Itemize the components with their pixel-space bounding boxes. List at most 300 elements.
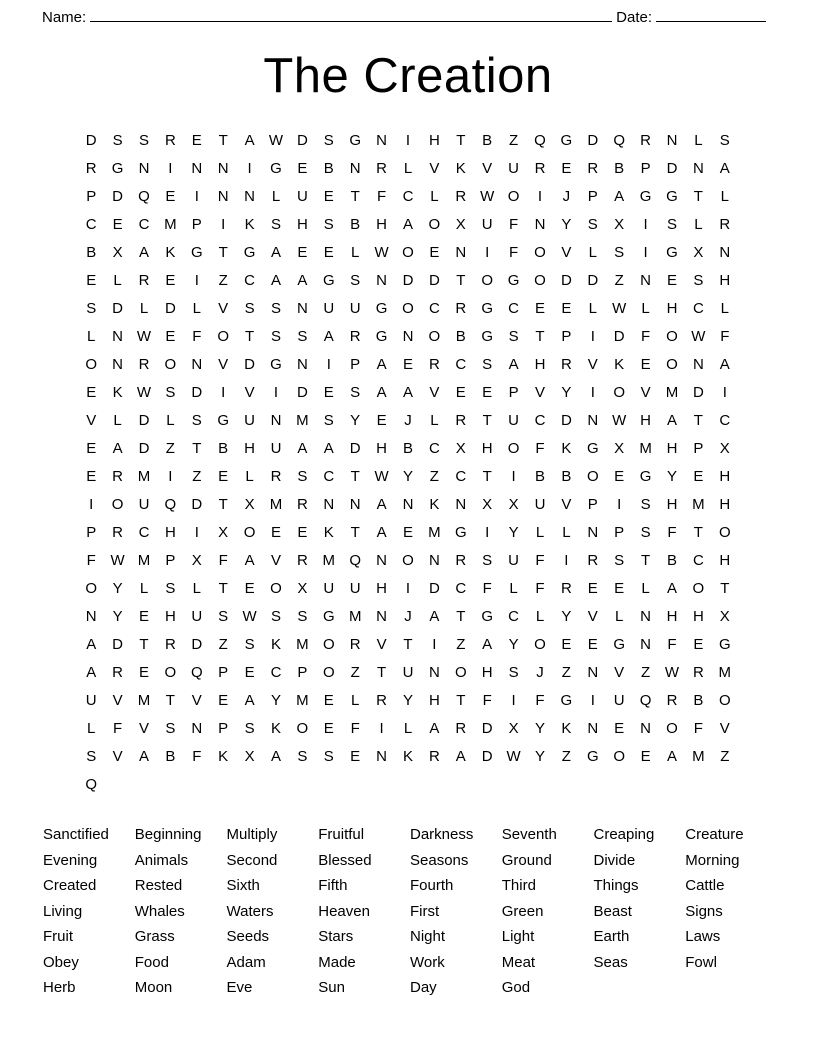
word-list-item[interactable]: Fourth (410, 877, 454, 894)
grid-letter: Z (218, 272, 228, 289)
grid-letter: W (374, 468, 389, 485)
grid-letter: L (509, 580, 518, 597)
grid-letter: A (429, 720, 440, 737)
grid-letter: E (693, 468, 704, 485)
word-list-item[interactable]: Divide (593, 851, 636, 869)
grid-letter: U (323, 300, 335, 317)
grid-letter: S (191, 412, 202, 429)
grid-letter: A (86, 636, 97, 653)
word-list-item[interactable]: Darkness (410, 826, 474, 843)
word-list-item[interactable]: Fowl (685, 953, 717, 971)
grid-letter: N (428, 664, 440, 681)
grid-letter: P (86, 188, 97, 205)
grid-letter: N (376, 552, 388, 569)
grid-letter: Y (112, 580, 123, 597)
word-list-empty (685, 975, 773, 1001)
grid-letter: K (270, 720, 281, 737)
word-list-item[interactable]: Animals (134, 851, 189, 869)
word-list-item[interactable]: Made (318, 953, 356, 971)
grid-letter: S (640, 524, 651, 541)
word-list-item[interactable]: Adam (226, 953, 266, 971)
word-list-item[interactable]: Cattle (685, 877, 725, 894)
grid-letter: G (560, 692, 573, 709)
grid-letter: O (428, 216, 441, 233)
word-list-item[interactable]: Food (134, 953, 169, 971)
word-list-item[interactable]: Fruitful (318, 826, 365, 843)
grid-letter: A (402, 384, 413, 401)
grid-letter: P (640, 160, 651, 177)
grid-letter: I (537, 188, 543, 205)
grid-letter: Z (192, 468, 202, 485)
grid-letter: D (138, 412, 150, 429)
grid-letter: G (639, 468, 652, 485)
word-list-item[interactable]: Living (43, 902, 83, 920)
grid-letter: Q (349, 552, 362, 569)
word-list-item[interactable]: Sixth (226, 877, 260, 894)
grid-letter: S (244, 300, 255, 317)
grid-letter: R (296, 552, 308, 569)
grid-letter: S (270, 216, 281, 233)
grid-letter: D (666, 160, 678, 177)
header-fields (40, 8, 776, 26)
grid-letter: K (455, 160, 466, 177)
grid-letter: O (322, 664, 335, 681)
grid-letter: T (720, 580, 730, 597)
grid-letter: E (561, 300, 572, 317)
grid-letter: E (350, 748, 361, 765)
grid-letter: G (454, 524, 467, 541)
word-list-item[interactable]: Waters (226, 902, 274, 920)
word-list-item[interactable]: Signs (685, 902, 723, 920)
grid-letter: O (666, 328, 678, 345)
grid-letter: A (323, 440, 334, 457)
word-list-item[interactable]: Third (501, 877, 536, 894)
grid-letter: E (112, 216, 123, 233)
grid-letter: I (432, 636, 437, 653)
grid-letter: C (244, 272, 256, 289)
word-list-item[interactable]: Moon (134, 979, 173, 996)
name-write-line[interactable] (90, 8, 612, 22)
grid-letter: N (376, 608, 388, 625)
grid-letter: C (719, 412, 731, 429)
grid-letter: I (379, 720, 384, 737)
grid-letter: U (191, 608, 203, 625)
grid-letter: C (508, 608, 520, 625)
grid-letter: E (587, 636, 598, 653)
grid-letter: X (508, 496, 519, 513)
word-list-item[interactable]: Sun (318, 979, 345, 996)
grid-letter: L (430, 412, 439, 429)
grid-letter: I (590, 328, 595, 345)
grid-letter: N (376, 132, 388, 149)
grid-letter: E (86, 272, 97, 289)
word-list-item[interactable]: Work (410, 953, 445, 971)
grid-letter: U (481, 216, 493, 233)
word-list-item[interactable]: Morning (685, 851, 740, 869)
grid-letter: X (112, 244, 123, 261)
grid-letter: U (349, 580, 361, 597)
grid-letter: E (323, 244, 334, 261)
grid-letter: L (641, 300, 650, 317)
grid-letter: D (191, 496, 203, 513)
grid-letter: Y (508, 636, 519, 653)
word-list-item[interactable]: God (501, 979, 531, 996)
grid-letter: L (351, 692, 360, 709)
word-list-item[interactable]: Creature (685, 826, 744, 843)
grid-letter: D (112, 188, 124, 205)
word-list-item[interactable]: Sanctified (43, 826, 109, 843)
grid-letter: V (138, 720, 149, 737)
grid-letter: X (244, 748, 255, 765)
word-list-item[interactable]: Eve (226, 979, 253, 996)
grid-letter: K (614, 356, 625, 373)
grid-letter: A (270, 244, 281, 261)
grid-letter: S (297, 468, 308, 485)
grid-letter: O (428, 328, 441, 345)
grid-letter: H (481, 440, 493, 457)
grid-letter: C (508, 300, 520, 317)
grid-letter: N (296, 300, 308, 317)
grid-letter: O (692, 580, 705, 597)
grid-letter: R (112, 664, 124, 681)
grid-letter: Q (85, 776, 98, 793)
grid-letter: H (719, 468, 731, 485)
word-list-item[interactable]: Created (43, 877, 97, 894)
grid-letter: S (587, 216, 598, 233)
grid-letter: T (482, 468, 492, 485)
grid-letter: V (429, 384, 440, 401)
grid-letter: L (403, 720, 413, 737)
grid-letter: C (692, 552, 704, 569)
grid-letter: Z (218, 636, 228, 653)
grid-letter: M (322, 552, 336, 569)
grid-letter: E (165, 328, 176, 345)
grid-letter: O (507, 440, 520, 457)
word-list-item[interactable]: Heaven (318, 902, 370, 920)
word-list-item[interactable]: Green (501, 902, 544, 920)
page-title: The Creation (263, 49, 553, 103)
grid-letter: M (137, 552, 151, 569)
grid-letter: H (296, 216, 308, 233)
grid-letter: S (138, 132, 149, 149)
word-list-item[interactable]: Seasons (410, 851, 469, 869)
grid-letter: B (86, 244, 97, 261)
word-list-item[interactable]: Evening (43, 851, 98, 869)
grid-letter: E (86, 440, 97, 457)
grid-letter: R (587, 552, 599, 569)
grid-letter: W (506, 748, 521, 765)
grid-letter: A (455, 748, 466, 765)
grid-letter: A (666, 580, 677, 597)
grid-letter: I (221, 216, 226, 233)
grid-letter: X (614, 216, 625, 233)
date-label: Date: (616, 9, 652, 26)
grid-letter: K (323, 524, 334, 541)
grid-letter: I (89, 496, 94, 513)
grid-letter: W (136, 384, 152, 401)
grid-letter: B (455, 328, 466, 345)
grid-letter: A (244, 552, 255, 569)
word-list-item[interactable]: Seeds (226, 928, 270, 945)
name-label: Name: (42, 9, 87, 26)
grid-letter: T (218, 496, 228, 513)
grid-letter: N (376, 272, 388, 289)
grid-letter: L (615, 608, 624, 625)
grid-letter: Q (613, 132, 626, 149)
grid-letter: R (138, 272, 150, 289)
grid-letter: E (323, 384, 334, 401)
grid-letter: G (375, 300, 388, 317)
grid-letter: U (349, 300, 361, 317)
grid-letter: G (217, 412, 230, 429)
grid-letter: E (138, 608, 149, 625)
grid-letter: Z (561, 748, 571, 765)
grid-letter: D (428, 272, 440, 289)
grid-letter: R (560, 580, 572, 597)
grid-letter: X (244, 496, 255, 513)
grid-letter: V (561, 244, 572, 261)
grid-letter: O (270, 580, 282, 597)
grid-letter: M (718, 664, 732, 681)
grid-letter: H (164, 608, 176, 625)
grid-letter: T (165, 692, 175, 709)
grid-letter: F (482, 692, 492, 709)
grid-letter: W (664, 664, 680, 681)
grid-letter: X (482, 496, 493, 513)
grid-letter: F (509, 244, 519, 261)
grid-letter: R (455, 412, 467, 429)
word-list-item[interactable]: Herb (43, 979, 76, 996)
grid-letter: A (86, 664, 97, 681)
grid-letter: O (534, 244, 546, 261)
word-list-item[interactable]: Whales (134, 902, 185, 920)
word-list-item[interactable]: Beginning (134, 826, 202, 843)
grid-letter: O (454, 664, 467, 681)
grid-letter: E (640, 748, 651, 765)
grid-letter: E (323, 692, 334, 709)
grid-letter: S (323, 748, 334, 765)
grid-letter: I (590, 384, 595, 401)
grid-letter: S (86, 748, 97, 765)
grid-letter: K (112, 384, 123, 401)
grid-letter: Q (164, 496, 177, 513)
grid-letter: B (614, 160, 625, 177)
grid-letter: X (508, 720, 519, 737)
grid-letter: N (719, 244, 731, 261)
grid-letter: I (511, 468, 516, 485)
date-write-line[interactable] (656, 8, 766, 22)
word-list-item[interactable]: Stars (318, 928, 354, 945)
grid-letter: D (402, 272, 414, 289)
word-list-item[interactable]: Things (593, 877, 639, 894)
word-list-item[interactable]: Fifth (318, 877, 348, 894)
word-search-grid (78, 132, 738, 794)
grid-letter: G (322, 608, 335, 625)
grid-letter: V (244, 384, 255, 401)
grid-letter: M (296, 692, 309, 709)
grid-letter: M (639, 440, 652, 457)
grid-letter: D (296, 132, 308, 149)
grid-letter: S (719, 132, 730, 149)
grid-letter: E (218, 692, 229, 709)
grid-letter: H (376, 580, 388, 597)
grid-letter: V (640, 384, 651, 401)
grid-letter: G (349, 132, 362, 149)
grid-letter: E (561, 160, 572, 177)
grid-letter: R (666, 692, 678, 709)
grid-letter: H (719, 272, 731, 289)
word-list (43, 822, 773, 1001)
grid-letter: O (402, 300, 414, 317)
grid-letter: U (323, 580, 335, 597)
grid-letter: I (168, 160, 173, 177)
grid-letter: O (164, 356, 177, 373)
grid-letter: E (297, 524, 308, 541)
word-list-item[interactable]: Day (410, 979, 437, 996)
grid-letter: Y (112, 608, 123, 625)
grid-letter: H (719, 552, 731, 569)
grid-letter: I (643, 216, 648, 233)
word-list-item[interactable]: Rested (134, 877, 183, 894)
grid-letter: N (428, 552, 440, 569)
grid-letter: G (111, 160, 124, 177)
word-list-item[interactable]: Grass (134, 928, 175, 945)
grid-letter: V (376, 636, 387, 653)
grid-letter: B (482, 132, 493, 149)
grid-letter: S (297, 608, 308, 625)
grid-letter: X (297, 580, 308, 597)
grid-letter: D (613, 328, 625, 345)
grid-letter: T (218, 132, 228, 149)
grid-letter: Q (190, 664, 203, 681)
grid-letter: C (138, 216, 150, 233)
grid-letter: G (481, 328, 494, 345)
grid-letter: T (456, 608, 466, 625)
grid-letter: D (587, 272, 599, 289)
grid-letter: C (455, 356, 467, 373)
word-list-item[interactable]: Obey (43, 953, 79, 971)
grid-letter: P (86, 524, 97, 541)
grid-letter: U (85, 692, 97, 709)
grid-letter: F (113, 720, 123, 737)
grid-letter: L (351, 244, 360, 261)
grid-letter: E (402, 356, 413, 373)
grid-letter: I (168, 468, 173, 485)
grid-letter: I (405, 580, 411, 597)
word-list-item[interactable]: Fruit (43, 928, 73, 945)
grid-letter: J (562, 188, 571, 205)
word-list-item[interactable]: Night (410, 928, 446, 945)
grid-letter: N (244, 188, 256, 205)
grid-letter: F (667, 636, 677, 653)
grid-letter: A (402, 216, 413, 233)
grid-letter: Z (165, 440, 175, 457)
grid-letter: B (218, 440, 229, 457)
grid-letter: S (693, 272, 704, 289)
grid-letter: M (296, 412, 309, 429)
word-list-item[interactable]: Light (501, 928, 535, 945)
word-list-item[interactable]: Seas (593, 953, 628, 971)
grid-letter: T (218, 580, 228, 597)
grid-letter: E (297, 160, 308, 177)
word-list-item[interactable]: Meat (501, 953, 536, 971)
grid-letter: N (587, 720, 599, 737)
grid-letter: D (85, 132, 97, 149)
word-list-item[interactable]: Ground (501, 851, 552, 869)
grid-letter: A (376, 524, 387, 541)
grid-letter: U (270, 440, 282, 457)
grid-letter: E (218, 468, 229, 485)
grid-letter: A (376, 496, 387, 513)
grid-letter: D (164, 300, 176, 317)
grid-letter: A (244, 132, 255, 149)
grid-letter: Y (561, 216, 572, 233)
grid-letter: K (402, 748, 413, 765)
grid-letter: S (323, 132, 334, 149)
word-list-item[interactable]: Multiply (226, 826, 278, 843)
grid-letter: N (112, 356, 124, 373)
grid-letter: Z (720, 748, 730, 765)
grid-letter: T (482, 412, 492, 429)
grid-letter: C (692, 300, 704, 317)
grid-letter: D (112, 636, 124, 653)
grid-letter: Z (614, 272, 624, 289)
grid-letter: F (192, 748, 202, 765)
grid-letter: F (693, 720, 703, 737)
grid-letter: V (270, 552, 281, 569)
grid-letter: I (273, 384, 279, 401)
word-list-item[interactable]: First (410, 902, 440, 920)
grid-letter: L (588, 244, 597, 261)
word-list-item[interactable]: Laws (685, 928, 721, 945)
grid-letter: T (693, 412, 703, 429)
grid-letter: O (718, 524, 731, 541)
grid-letter: N (217, 188, 229, 205)
grid-letter: C (402, 188, 414, 205)
grid-letter: O (507, 188, 520, 205)
grid-letter: O (534, 636, 546, 653)
grid-letter: L (562, 524, 571, 541)
grid-letter: G (666, 188, 678, 205)
grid-letter: M (348, 608, 362, 625)
grid-letter: S (666, 216, 677, 233)
grid-letter: Y (270, 692, 281, 709)
grid-letter: W (480, 188, 495, 205)
grid-letter: F (720, 328, 730, 345)
grid-letter: L (192, 580, 201, 597)
word-list-item[interactable]: Blessed (318, 851, 372, 869)
grid-letter: E (534, 300, 545, 317)
grid-letter: V (482, 160, 493, 177)
grid-letter: N (191, 720, 203, 737)
grid-letter: N (191, 160, 203, 177)
grid-letter: N (85, 608, 97, 625)
word-list-item[interactable]: Creaping (593, 826, 655, 843)
grid-letter: B (693, 692, 704, 709)
grid-letter: I (194, 524, 199, 541)
grid-letter: T (350, 468, 360, 485)
word-list-item[interactable]: Seventh (501, 826, 557, 843)
word-list-item[interactable]: Beast (593, 902, 632, 920)
grid-letter: O (402, 244, 414, 261)
grid-letter: I (722, 384, 727, 401)
grid-letter: O (217, 328, 230, 345)
grid-letter: B (402, 440, 413, 457)
grid-letter: E (614, 720, 625, 737)
word-list-item[interactable]: Earth (593, 928, 630, 945)
grid-letter: L (588, 300, 597, 317)
word-list-item[interactable]: Second (226, 851, 278, 869)
